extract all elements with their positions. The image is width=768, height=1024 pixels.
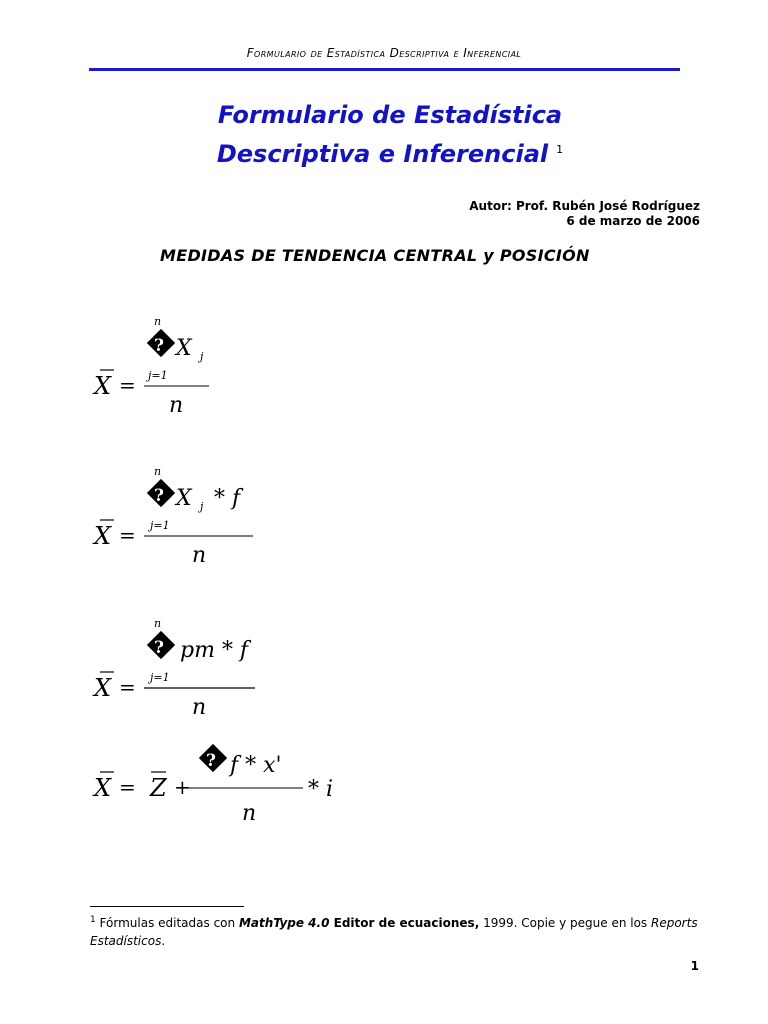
formula-mean-weighted [90, 462, 290, 576]
footnote-end: . [161, 934, 166, 948]
formula-4-z: Z [150, 774, 167, 802]
svg-text:?: ? [154, 486, 164, 506]
missing-glyph-icon [147, 479, 175, 507]
footnote-mathtype: MathType 4.0 [238, 916, 330, 930]
formula-1-lhs: X [94, 372, 112, 400]
formula-2-upper-limit: n [154, 465, 162, 478]
formula-1-equals: = [119, 373, 136, 397]
missing-glyph-icon [147, 631, 175, 659]
formula-1-svg [90, 312, 270, 422]
footnote-editor: Editor de ecuaciones, [329, 916, 480, 930]
formula-3-svg [90, 614, 290, 724]
formula-4-equals: = [119, 775, 136, 799]
formula-3-numerator: pm * f [180, 638, 249, 663]
formula-4-tail: * i [308, 777, 334, 802]
formula-3-upper-limit: n [154, 617, 162, 630]
formula-1-denominator: n [169, 393, 184, 418]
formula-4-svg [90, 736, 350, 836]
footnote-reports: Reports Estadísticos [90, 916, 698, 948]
formula-3-lower-limit: j=1 [150, 671, 170, 684]
author-line: Autor: Prof. Rubén José Rodríguez [469, 199, 700, 213]
formula-1-upper-limit: n [154, 315, 162, 328]
svg-text:?: ? [206, 751, 216, 771]
formula-3-lhs: X [94, 674, 112, 702]
formula-4-plus: + [174, 775, 191, 799]
formula-2-tail: * f [214, 486, 241, 511]
footnote-number: 1 [90, 915, 96, 925]
formula-2-denominator: n [192, 543, 207, 568]
formula-1-numerator: X [176, 336, 192, 361]
formula-mean-class-mark [90, 614, 290, 728]
formula-mean-coded [90, 736, 350, 840]
formula-2-equals: = [119, 523, 136, 547]
formula-2-svg [90, 462, 290, 572]
formula-4-lhs: X [94, 774, 112, 802]
formula-1-subscript: j [200, 350, 204, 363]
formula-3-equals: = [119, 675, 136, 699]
formula-4-denominator: n [242, 801, 257, 826]
running-header: Formulario de Estadística Descriptiva e Inferencial [246, 46, 522, 60]
page-number: 1 [690, 959, 699, 973]
formula-3-denominator: n [192, 695, 207, 720]
formula-mean-simple [90, 312, 270, 426]
footnote-text-post: 1999. Copie y pegue en los [479, 916, 651, 930]
footnote-text-pre: Fórmulas editadas con [95, 916, 239, 930]
formula-2-lower-limit: j=1 [150, 519, 170, 532]
formula-1-lower-limit: j=1 [148, 369, 168, 382]
document-title-line-2 [0, 140, 768, 168]
section-heading: MEDIDAS DE TENDENCIA CENTRAL y POSICIÓN [160, 246, 590, 265]
svg-text:?: ? [154, 638, 164, 658]
formula-2-subscript: j [200, 500, 204, 513]
header-rule [89, 68, 680, 71]
svg-text:?: ? [154, 336, 164, 356]
formula-2-numerator: X [176, 486, 192, 511]
missing-glyph-icon [147, 329, 175, 357]
document-title-line-1: Formulario de Estadística [217, 101, 563, 129]
date-line: 6 de marzo de 2006 [566, 214, 700, 228]
footnote-separator [90, 906, 244, 907]
footnote [90, 911, 710, 950]
formula-4-numerator: f * x' [230, 753, 282, 778]
footnote-reference[interactable]: 1 [556, 143, 564, 156]
formula-2-lhs: X [94, 522, 112, 550]
missing-glyph-icon [199, 744, 227, 772]
title-line-2-text: Descriptiva e Inferencial [216, 140, 549, 168]
